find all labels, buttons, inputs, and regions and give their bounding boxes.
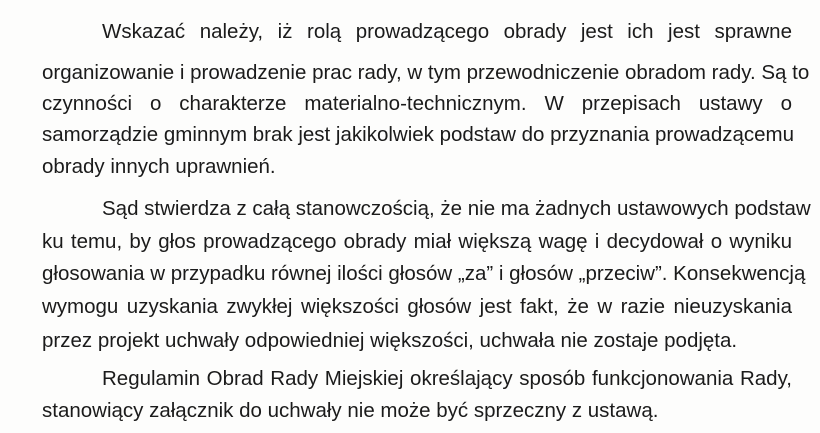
paragraph-1-line-2: organizowanie i prowadzenie prac rady, w tym przewodniczenie obradom rady. Są to (42, 61, 810, 84)
paragraph-2-line-4: wymogu uzyskania zwykłej większości głosów jest fakt, że w razie nieuzyskania (42, 295, 792, 318)
paragraph-1-line-1: Wskazać należy, iż rolą prowadzącego obrady jest ich jest sprawne (102, 20, 792, 43)
paragraph-3-line-2: stanowiący załącznik do uchwały nie może być sprzeczny z ustawą. (42, 399, 659, 422)
paragraph-1-line-4: samorządzie gminnym brak jest jakikolwiek podstaw do przyznania prowadzącemu (42, 123, 795, 146)
paragraph-2-line-1: Sąd stwierdza z całą stanowczością, że nie ma żadnych ustawowych podstaw (102, 197, 811, 220)
paragraph-1-line-3: czynności o charakterze materialno-technicznym. W przepisach ustawy o (42, 92, 792, 115)
paragraph-2-line-3: głosowania w przypadku równej ilości głosów „za” i głosów „przeciw”. Konsekwencją (42, 262, 806, 285)
paragraph-1-line-5: obrady innych uprawnień. (42, 155, 276, 178)
paragraph-2-line-5: przez projekt uchwały odpowiedniej większości, uchwała nie zostaje podjęta. (42, 329, 738, 352)
paragraph-2-line-2: ku temu, by głos prowadzącego obrady miał większą wagę i decydował o wyniku (42, 230, 792, 253)
paragraph-3-line-1: Regulamin Obrad Rady Miejskiej określający sposób funkcjonowania Rady, (102, 367, 792, 390)
